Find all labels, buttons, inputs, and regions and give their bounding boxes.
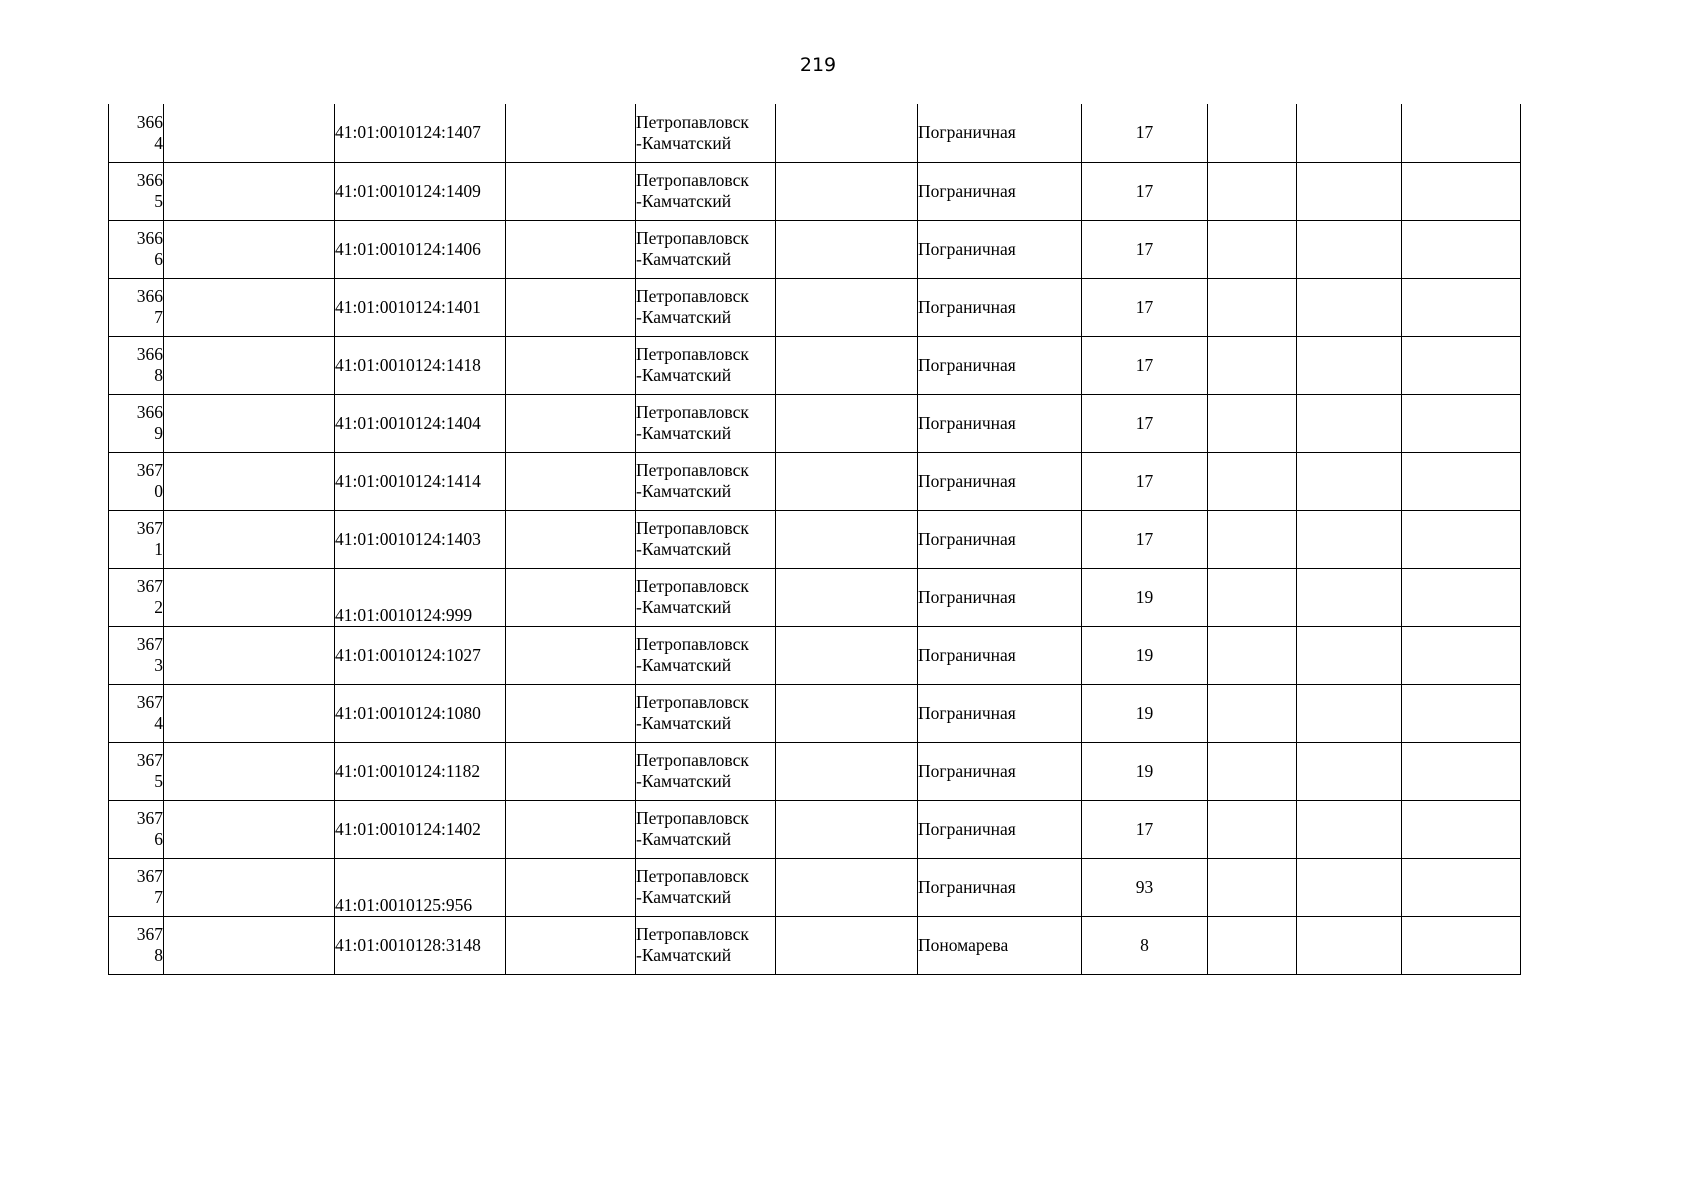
city-text: Петропавловск-Камчатский: [636, 866, 749, 907]
city-text: Петропавловск-Камчатский: [636, 634, 749, 675]
empty-cell-a: [164, 858, 335, 916]
house-number-text: 17: [1135, 122, 1154, 143]
empty-cell-d: [1208, 220, 1297, 278]
street-text: Пограничная: [918, 470, 1016, 491]
cadastral-number-text: 41:01:0010124:1404: [335, 412, 481, 433]
empty-cell-b: [506, 104, 636, 162]
empty-cell-b: [506, 684, 636, 742]
empty-cell-b: [506, 858, 636, 916]
empty-cell-f: [1402, 220, 1521, 278]
empty-cell-a: [164, 510, 335, 568]
row-number-text: 3666: [136, 228, 163, 269]
empty-cell-e: [1297, 162, 1402, 220]
city-text: Петропавловск-Камчатский: [636, 692, 749, 733]
city-cell: [636, 452, 776, 510]
empty-cell-b: [506, 452, 636, 510]
street-text: Пограничная: [918, 644, 1016, 665]
street-text: Пограничная: [918, 760, 1016, 781]
empty-cell-c: [776, 684, 918, 742]
row-number-text: 3664: [136, 111, 163, 153]
house-number-cell: [1082, 684, 1208, 742]
cadastral-number-cell: [335, 336, 506, 394]
street-cell: [918, 510, 1082, 568]
row-number-cell: [109, 336, 164, 394]
row-number-cell: [109, 278, 164, 336]
empty-cell-b: [506, 510, 636, 568]
empty-cell-d: [1208, 684, 1297, 742]
row-number-cell: [109, 104, 164, 162]
city-cell: [636, 510, 776, 568]
empty-cell-e: [1297, 220, 1402, 278]
cadastral-number-cell: [335, 394, 506, 452]
house-number-text: 19: [1135, 586, 1154, 607]
cadastral-number-cell: [335, 858, 506, 916]
street-text: Пограничная: [918, 528, 1016, 549]
house-number-cell: [1082, 394, 1208, 452]
empty-cell-a: [164, 800, 335, 858]
city-cell: [636, 916, 776, 974]
cadastral-number-cell: [335, 742, 506, 800]
cadastral-number-text: 41:01:0010124:999: [335, 604, 473, 625]
row-number-cell: [109, 742, 164, 800]
row-number-text: 3677: [136, 866, 163, 907]
empty-cell-f: [1402, 394, 1521, 452]
cadastral-number-text: 41:01:0010124:1403: [335, 528, 481, 549]
row-number-cell: [109, 626, 164, 684]
table-row: [109, 220, 1521, 278]
empty-cell-c: [776, 394, 918, 452]
row-number-text: 3678: [136, 924, 163, 965]
row-number-cell: [109, 394, 164, 452]
cadastral-number-text: 41:01:0010124:1406: [335, 238, 481, 259]
house-number-cell: [1082, 104, 1208, 162]
empty-cell-c: [776, 626, 918, 684]
empty-cell-e: [1297, 568, 1402, 626]
house-number-cell: [1082, 162, 1208, 220]
empty-cell-e: [1297, 684, 1402, 742]
city-text: Петропавловск-Камчатский: [636, 460, 749, 501]
cadastral-number-text: 41:01:0010125:956: [335, 894, 473, 915]
empty-cell-a: [164, 394, 335, 452]
table-row: [109, 394, 1521, 452]
city-cell: [636, 800, 776, 858]
registry-table: [108, 104, 1521, 975]
empty-cell-c: [776, 220, 918, 278]
street-text: Пограничная: [918, 702, 1016, 723]
city-text: Петропавловск-Камчатский: [636, 170, 749, 211]
empty-cell-f: [1402, 800, 1521, 858]
table-row: [109, 742, 1521, 800]
city-text: Петропавловск-Камчатский: [636, 111, 749, 153]
cadastral-number-text: 41:01:0010124:1027: [335, 644, 481, 665]
cadastral-number-text: 41:01:0010124:1418: [335, 354, 481, 375]
empty-cell-f: [1402, 104, 1521, 162]
city-text: Петропавловск-Камчатский: [636, 402, 749, 443]
empty-cell-e: [1297, 626, 1402, 684]
empty-cell-c: [776, 336, 918, 394]
empty-cell-b: [506, 626, 636, 684]
row-number-cell: [109, 162, 164, 220]
house-number-cell: [1082, 568, 1208, 626]
table-row: [109, 162, 1521, 220]
row-number-cell: [109, 510, 164, 568]
table-row: [109, 336, 1521, 394]
table-row: [109, 858, 1521, 916]
street-text: Пограничная: [918, 122, 1016, 143]
cadastral-number-cell: [335, 220, 506, 278]
city-text: Петропавловск-Камчатский: [636, 286, 749, 327]
street-cell: [918, 336, 1082, 394]
empty-cell-e: [1297, 452, 1402, 510]
empty-cell-e: [1297, 800, 1402, 858]
street-cell: [918, 162, 1082, 220]
city-cell: [636, 626, 776, 684]
row-number-text: 3670: [136, 460, 163, 501]
cadastral-number-cell: [335, 626, 506, 684]
table-row: [109, 278, 1521, 336]
city-cell: [636, 742, 776, 800]
street-text: Пограничная: [918, 238, 1016, 259]
street-text: Пограничная: [918, 296, 1016, 317]
house-number-cell: [1082, 336, 1208, 394]
street-text: Пограничная: [918, 354, 1016, 375]
street-cell: [918, 278, 1082, 336]
row-number-cell: [109, 220, 164, 278]
table-row: [109, 510, 1521, 568]
row-number-text: 3665: [136, 170, 163, 211]
empty-cell-b: [506, 394, 636, 452]
empty-cell-c: [776, 278, 918, 336]
cadastral-number-cell: [335, 452, 506, 510]
city-cell: [636, 220, 776, 278]
cadastral-number-cell: [335, 916, 506, 974]
empty-cell-f: [1402, 858, 1521, 916]
empty-cell-c: [776, 742, 918, 800]
empty-cell-a: [164, 684, 335, 742]
cadastral-number-cell: [335, 510, 506, 568]
street-text: Пономарева: [918, 934, 1009, 955]
empty-cell-b: [506, 162, 636, 220]
house-number-text: 8: [1140, 934, 1149, 955]
empty-cell-d: [1208, 626, 1297, 684]
table-row: [109, 568, 1521, 626]
house-number-text: 17: [1135, 180, 1154, 201]
house-number-cell: [1082, 858, 1208, 916]
empty-cell-e: [1297, 510, 1402, 568]
empty-cell-d: [1208, 452, 1297, 510]
house-number-text: 19: [1135, 760, 1154, 781]
empty-cell-e: [1297, 916, 1402, 974]
house-number-text: 17: [1135, 470, 1154, 491]
empty-cell-b: [506, 800, 636, 858]
house-number-cell: [1082, 510, 1208, 568]
street-text: Пограничная: [918, 876, 1016, 897]
street-cell: [918, 104, 1082, 162]
city-text: Петропавловск-Камчатский: [636, 518, 749, 559]
cadastral-number-cell: [335, 162, 506, 220]
street-cell: [918, 684, 1082, 742]
house-number-cell: [1082, 742, 1208, 800]
street-cell: [918, 394, 1082, 452]
table-row: [109, 916, 1521, 974]
empty-cell-c: [776, 800, 918, 858]
empty-cell-e: [1297, 742, 1402, 800]
house-number-text: 19: [1135, 644, 1154, 665]
empty-cell-a: [164, 452, 335, 510]
city-cell: [636, 278, 776, 336]
street-cell: [918, 220, 1082, 278]
empty-cell-b: [506, 916, 636, 974]
empty-cell-f: [1402, 742, 1521, 800]
empty-cell-b: [506, 278, 636, 336]
street-text: Пограничная: [918, 180, 1016, 201]
house-number-text: 17: [1135, 412, 1154, 433]
street-cell: [918, 626, 1082, 684]
empty-cell-a: [164, 220, 335, 278]
cadastral-number-text: 41:01:0010124:1402: [335, 818, 481, 839]
city-cell: [636, 684, 776, 742]
house-number-cell: [1082, 220, 1208, 278]
row-number-cell: [109, 568, 164, 626]
house-number-text: 17: [1135, 354, 1154, 375]
house-number-cell: [1082, 452, 1208, 510]
empty-cell-f: [1402, 336, 1521, 394]
empty-cell-f: [1402, 452, 1521, 510]
city-text: Петропавловск-Камчатский: [636, 576, 749, 617]
table-row: [109, 104, 1521, 162]
empty-cell-f: [1402, 684, 1521, 742]
house-number-cell: [1082, 626, 1208, 684]
street-text: Пограничная: [918, 818, 1016, 839]
street-cell: [918, 800, 1082, 858]
empty-cell-b: [506, 742, 636, 800]
empty-cell-a: [164, 626, 335, 684]
empty-cell-c: [776, 916, 918, 974]
street-cell: [918, 568, 1082, 626]
empty-cell-c: [776, 452, 918, 510]
empty-cell-d: [1208, 336, 1297, 394]
empty-cell-e: [1297, 278, 1402, 336]
city-cell: [636, 162, 776, 220]
house-number-text: 93: [1135, 876, 1154, 897]
row-number-text: 3669: [136, 402, 163, 443]
row-number-text: 3668: [136, 344, 163, 385]
street-text: Пограничная: [918, 412, 1016, 433]
city-text: Петропавловск-Камчатский: [636, 344, 749, 385]
empty-cell-a: [164, 916, 335, 974]
street-cell: [918, 916, 1082, 974]
house-number-cell: [1082, 916, 1208, 974]
row-number-text: 3672: [136, 576, 163, 617]
cadastral-number-text: 41:01:0010124:1414: [335, 470, 481, 491]
empty-cell-d: [1208, 510, 1297, 568]
empty-cell-c: [776, 568, 918, 626]
empty-cell-a: [164, 278, 335, 336]
house-number-text: 17: [1135, 238, 1154, 259]
city-text: Петропавловск-Камчатский: [636, 228, 749, 269]
empty-cell-d: [1208, 568, 1297, 626]
house-number-text: 19: [1135, 702, 1154, 723]
empty-cell-f: [1402, 162, 1521, 220]
empty-cell-a: [164, 568, 335, 626]
street-cell: [918, 452, 1082, 510]
city-cell: [636, 104, 776, 162]
empty-cell-d: [1208, 742, 1297, 800]
city-text: Петропавловск-Камчатский: [636, 808, 749, 849]
house-number-text: 17: [1135, 296, 1154, 317]
empty-cell-d: [1208, 162, 1297, 220]
empty-cell-c: [776, 858, 918, 916]
row-number-cell: [109, 684, 164, 742]
empty-cell-a: [164, 336, 335, 394]
city-cell: [636, 336, 776, 394]
house-number-text: 17: [1135, 528, 1154, 549]
row-number-text: 3676: [136, 808, 163, 849]
cadastral-number-text: 41:01:0010124:1080: [335, 702, 481, 723]
street-cell: [918, 858, 1082, 916]
empty-cell-d: [1208, 800, 1297, 858]
empty-cell-e: [1297, 336, 1402, 394]
empty-cell-a: [164, 162, 335, 220]
house-number-cell: [1082, 278, 1208, 336]
empty-cell-b: [506, 336, 636, 394]
cadastral-number-text: 41:01:0010128:3148: [335, 934, 481, 955]
cadastral-number-cell: [335, 568, 506, 626]
cadastral-number-text: 41:01:0010124:1409: [335, 180, 481, 201]
empty-cell-a: [164, 742, 335, 800]
table-row: [109, 626, 1521, 684]
empty-cell-d: [1208, 858, 1297, 916]
empty-cell-c: [776, 510, 918, 568]
table-row: [109, 452, 1521, 510]
row-number-cell: [109, 858, 164, 916]
house-number-cell: [1082, 800, 1208, 858]
cadastral-number-text: 41:01:0010124:1182: [335, 760, 481, 781]
cadastral-number-text: 41:01:0010124:1407: [335, 122, 481, 143]
city-cell: [636, 858, 776, 916]
empty-cell-d: [1208, 394, 1297, 452]
empty-cell-f: [1402, 568, 1521, 626]
city-cell: [636, 394, 776, 452]
empty-cell-f: [1402, 916, 1521, 974]
row-number-text: 3675: [136, 750, 163, 791]
empty-cell-d: [1208, 916, 1297, 974]
house-number-text: 17: [1135, 818, 1154, 839]
street-text: Пограничная: [918, 586, 1016, 607]
empty-cell-f: [1402, 510, 1521, 568]
empty-cell-e: [1297, 858, 1402, 916]
cadastral-number-text: 41:01:0010124:1401: [335, 296, 481, 317]
row-number-cell: [109, 916, 164, 974]
empty-cell-e: [1297, 394, 1402, 452]
row-number-cell: [109, 452, 164, 510]
cadastral-number-cell: [335, 278, 506, 336]
empty-cell-c: [776, 162, 918, 220]
city-text: Петропавловск-Камчатский: [636, 924, 749, 965]
cadastral-number-cell: [335, 684, 506, 742]
cadastral-number-cell: [335, 800, 506, 858]
page-number: 219: [799, 54, 837, 76]
empty-cell-f: [1402, 278, 1521, 336]
empty-cell-b: [506, 568, 636, 626]
row-number-text: 3674: [136, 692, 163, 733]
empty-cell-c: [776, 104, 918, 162]
row-number-text: 3671: [136, 518, 163, 559]
empty-cell-b: [506, 220, 636, 278]
city-cell: [636, 568, 776, 626]
street-cell: [918, 742, 1082, 800]
row-number-text: 3667: [136, 286, 163, 327]
cadastral-number-cell: [335, 104, 506, 162]
table-row: [109, 800, 1521, 858]
empty-cell-d: [1208, 278, 1297, 336]
registry-body: [109, 104, 1521, 974]
empty-cell-f: [1402, 626, 1521, 684]
city-text: Петропавловск-Камчатский: [636, 750, 749, 791]
table-row: [109, 684, 1521, 742]
row-number-cell: [109, 800, 164, 858]
empty-cell-e: [1297, 104, 1402, 162]
empty-cell-d: [1208, 104, 1297, 162]
empty-cell-a: [164, 104, 335, 162]
row-number-text: 3673: [136, 634, 163, 675]
